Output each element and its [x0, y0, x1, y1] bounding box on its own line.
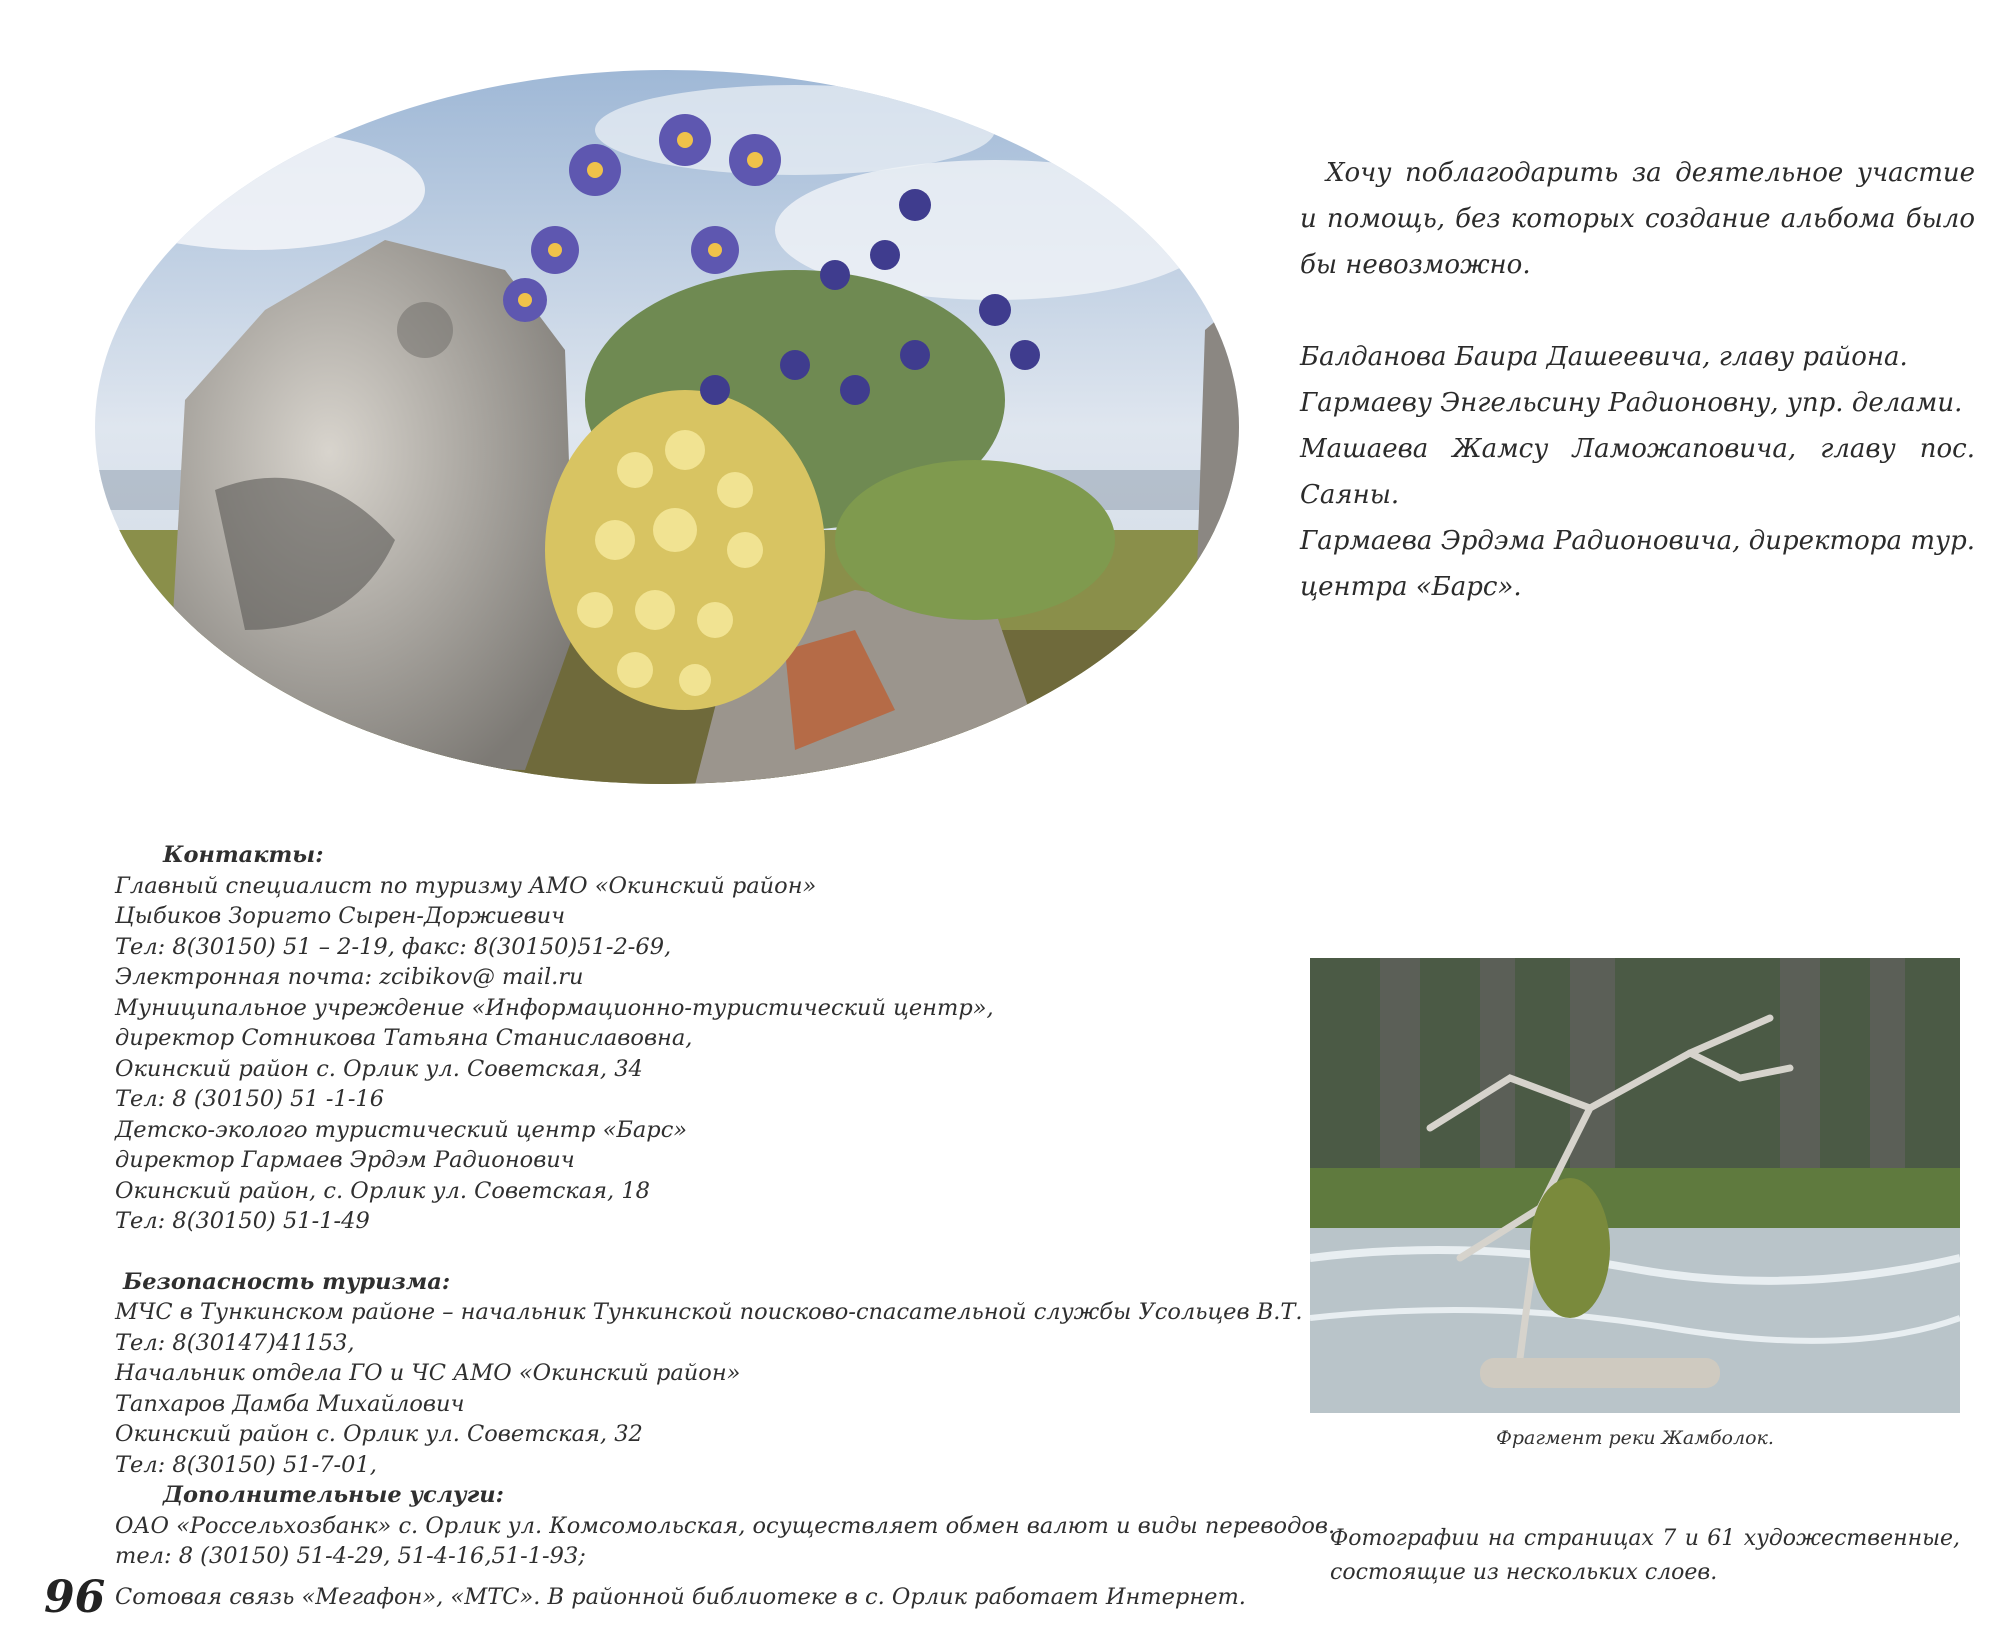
safety-line: Окинский район с. Орлик ул. Советская, 32: [115, 1421, 643, 1447]
page-number: 96: [44, 1572, 106, 1623]
acknowledgement-name: Машаева Жамсу Ламожаповича, главу пос. Саяны.: [1300, 434, 1975, 510]
contact-line: Окинский район с. Орлик ул. Советская, 34: [115, 1055, 643, 1082]
services-heading: Дополнительные услуги:: [163, 1482, 504, 1508]
contact-line: Цыбиков Зоригто Сырен-Доржиевич: [115, 903, 566, 929]
contact-line: Главный специалист по туризму АМО «Окинский район»: [115, 872, 817, 899]
safety-line: Тел: 8(30147)41153,: [115, 1329, 355, 1356]
services-line: ОАО «Россельхозбанк» с. Орлик ул. Комсомольская, осуществляет обмен валют и виды переводов.: [115, 1512, 1336, 1539]
contacts-heading: Контакты:: [163, 842, 324, 868]
river-photo-caption: Фрагмент реки Жамболок.: [1496, 1427, 1774, 1449]
services-line: Сотовая связь «Мегафон», «МТС». В районной библиотеке в с. Орлик работает Интернет.: [115, 1583, 1246, 1610]
contact-line: Муниципальное учреждение «Информационно-туристический центр»,: [115, 994, 994, 1021]
acknowledgement-name: Балданова Баира Дашеевича, главу района.: [1300, 342, 1908, 372]
contact-line: Тел: 8(30150) 51 – 2-19, факс: 8(30150)51-2-69,: [115, 933, 672, 960]
contact-line: Тел: 8 (30150) 51 -1-16: [115, 1086, 385, 1112]
safety-heading: Безопасность туризма:: [123, 1268, 451, 1295]
contact-line: Детско-эколого туристический центр «Барс»: [115, 1116, 688, 1143]
safety-line: МЧС в Тункинском районе – начальник Тункинской поисково-спасательной службы Усольцев В.Т.: [115, 1299, 1303, 1325]
services-line: тел: 8 (30150) 51-4-29, 51-4-16,51-1-93;: [115, 1543, 586, 1569]
contact-line: Электронная почта: zcibikov@ mail.ru: [115, 964, 584, 990]
safety-line: Тел: 8(30150) 51-7-01,: [115, 1451, 377, 1478]
acknowledgement-name: Гармаеву Энгельсину Радионовну, упр. делами.: [1300, 388, 1963, 418]
river-photo: [1310, 958, 1960, 1413]
flower-rock-photo: [95, 70, 1240, 785]
acknowledgements: [1300, 150, 1975, 610]
acknowledgement-name: Гармаева Эрдэма Радионовича, директора тур. центра «Барс».: [1300, 526, 1975, 602]
contact-line: директор Гармаев Эрдэм Радионович: [115, 1147, 575, 1173]
contact-line: директор Сотникова Татьяна Станиславовна,: [115, 1025, 693, 1051]
photo-note: Фотографии на страницах 7 и 61 художественные, состоящие из нескольких слоев.: [1330, 1526, 1960, 1585]
contacts-section: [115, 840, 1336, 1612]
safety-line: Начальник отдела ГО и ЧС АМО «Окинский район»: [115, 1360, 741, 1386]
safety-line: Тапхаров Дамба Михайлович: [115, 1390, 465, 1417]
acknowledgements-names: [1300, 334, 1975, 610]
acknowledgements-intro: Хочу поблагодарить за деятельное участие и помощь, без которых создание альбома было бы невозможно.: [1300, 158, 1975, 280]
contact-line: Окинский район, с. Орлик ул. Советская, 18: [115, 1177, 650, 1204]
contact-line: Тел: 8(30150) 51-1-49: [115, 1208, 370, 1234]
